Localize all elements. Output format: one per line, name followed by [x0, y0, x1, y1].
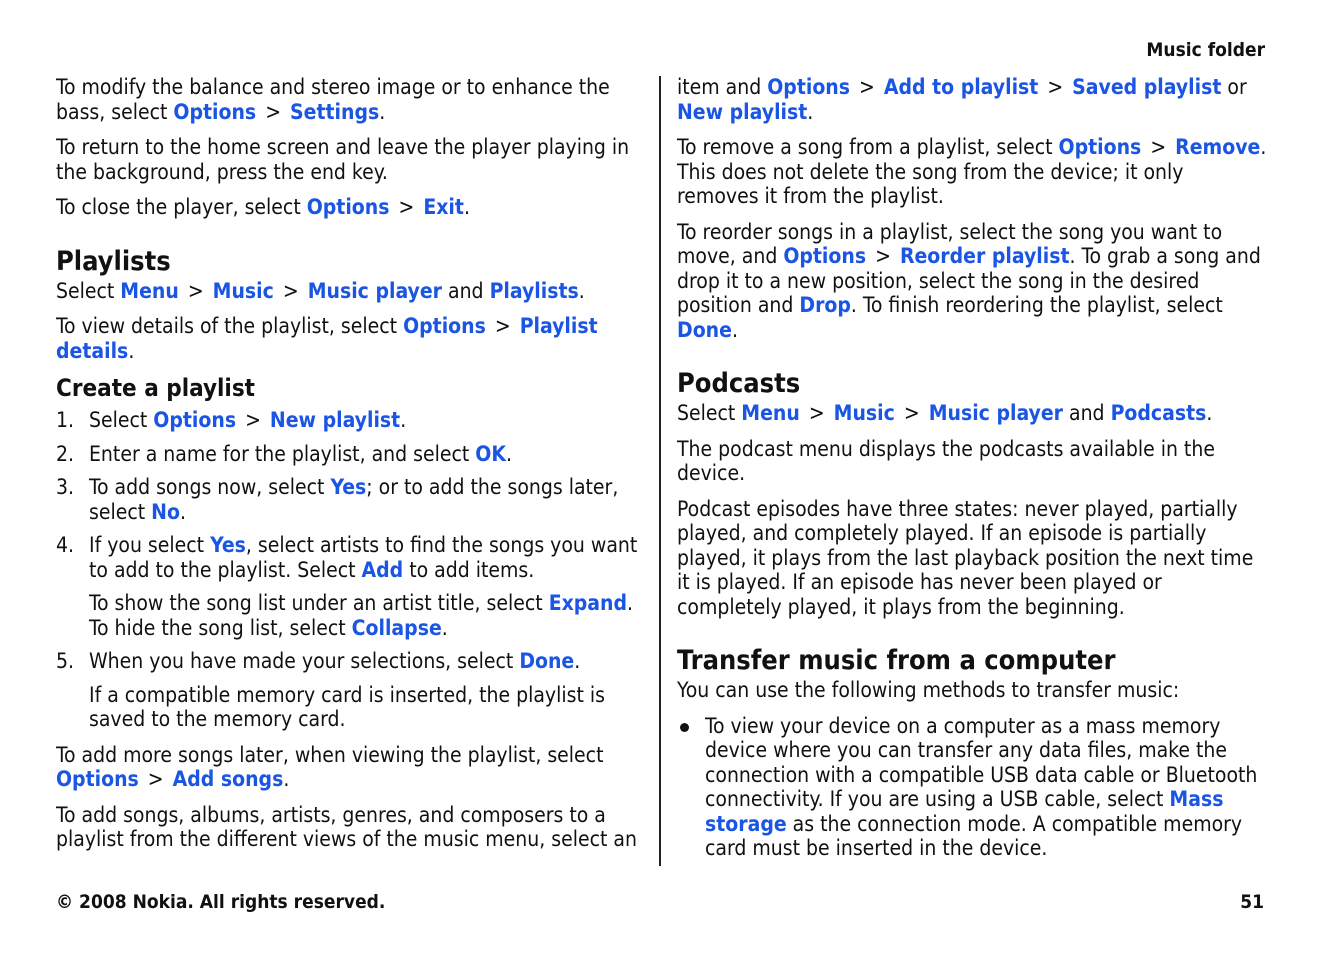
text: To reorder songs in a playlist, select the song you want to move, and	[677, 219, 1223, 268]
text: .	[578, 278, 585, 303]
paragraph-podcast-menu: The podcast menu displays the podcasts available in the device.	[677, 436, 1215, 485]
transfer-methods-list	[677, 714, 1267, 861]
add-link[interactable]: Add	[361, 557, 404, 582]
add-to-playlist-link[interactable]: Add to playlist	[883, 75, 1039, 99]
step-number: 4.	[56, 533, 75, 557]
paragraph-balance	[56, 75, 646, 124]
separator: >	[808, 401, 825, 425]
text: .	[379, 99, 386, 124]
paragraph-transfer-methods: You can use the following methods to transfer music:	[677, 678, 1180, 702]
text: .	[505, 441, 512, 466]
text: . To grab a song and drop it to a new position, select the song in the desired position and	[677, 244, 1261, 317]
new-playlist-link[interactable]: New playlist	[269, 408, 401, 432]
text: .	[283, 767, 290, 791]
text: If you select	[89, 533, 211, 557]
options-link[interactable]: Options	[403, 314, 486, 338]
list-item	[677, 714, 1267, 861]
bullet-icon	[680, 723, 689, 732]
yes-link[interactable]: Yes	[210, 533, 246, 557]
separator: >	[147, 767, 164, 791]
music-player-link[interactable]: Music player	[307, 278, 442, 303]
heading-create-playlist: Create a playlist	[56, 374, 255, 402]
text: .	[731, 317, 738, 342]
options-link[interactable]: Options	[153, 408, 237, 432]
text: as the connection mode. A compatible memory card must be inserted in the device.	[705, 811, 1243, 860]
list-item	[56, 408, 646, 433]
list-item	[56, 533, 646, 640]
separator: >	[398, 195, 415, 219]
text: To show the song list under an artist title, select	[89, 591, 549, 615]
no-link[interactable]: No	[151, 499, 180, 524]
reorder-playlist-link[interactable]: Reorder playlist	[899, 244, 1070, 268]
heading-playlists: Playlists	[56, 245, 171, 277]
text: Enter a name for the playlist, and select	[89, 441, 476, 466]
running-header: Music folder	[1146, 39, 1265, 61]
separator: >	[1150, 135, 1167, 159]
add-songs-link[interactable]: Add songs	[172, 767, 284, 791]
text: .	[128, 338, 135, 363]
text: To add songs now, select	[89, 475, 331, 499]
separator: >	[265, 99, 282, 124]
list-item	[56, 475, 646, 524]
text: Select	[56, 278, 121, 303]
text: to add items.	[403, 557, 535, 582]
exit-link[interactable]: Exit	[423, 195, 464, 219]
text: .	[574, 649, 581, 673]
separator: >	[903, 401, 920, 425]
separator: >	[282, 278, 299, 303]
text: To close the player, select	[56, 195, 307, 219]
text: To add more songs later, when viewing the playlist, select	[56, 742, 604, 767]
separator: >	[875, 244, 891, 268]
settings-link[interactable]: Settings	[290, 99, 380, 124]
remove-link[interactable]: Remove	[1175, 135, 1261, 159]
list-item	[56, 649, 646, 732]
separator: >	[494, 314, 511, 338]
saved-playlist-link[interactable]: Saved playlist	[1072, 75, 1222, 99]
paragraph-home-screen: To return to the home screen and leave the player playing in the background, press the end key.	[56, 135, 630, 184]
paragraph-playlist-details	[56, 314, 646, 363]
paragraph-podcast-states: Podcast episodes have three states: never played, partially played, and completely played. If an episode is partially played, it plays from the last playback position the next time it is played. If an episode has never been played or completely played, it plays from the beginning.	[677, 496, 1254, 619]
done-link[interactable]: Done	[519, 649, 575, 673]
text: item and	[677, 75, 768, 99]
text: To remove a song from a playlist, select	[677, 135, 1059, 159]
left-column	[56, 75, 646, 863]
separator: >	[859, 75, 875, 99]
step-note	[89, 591, 646, 640]
page-number: 51	[1240, 891, 1264, 913]
create-playlist-steps	[56, 408, 646, 732]
paragraph-add-songs	[56, 743, 646, 792]
separator: >	[1047, 75, 1064, 99]
options-link[interactable]: Options	[173, 99, 257, 124]
step-number: 2.	[56, 441, 75, 466]
text: and	[1063, 401, 1111, 425]
step-number: 5.	[56, 649, 75, 673]
music-player-link[interactable]: Music player	[928, 401, 1063, 425]
drop-link[interactable]: Drop	[799, 293, 851, 317]
text: .	[463, 195, 470, 219]
mass-storage-link[interactable]: Mass storage	[705, 787, 1224, 836]
ok-link[interactable]: OK	[475, 441, 506, 466]
music-link[interactable]: Music	[212, 278, 274, 303]
text: To view details of the playlist, select	[56, 314, 404, 338]
expand-link[interactable]: Expand	[548, 591, 628, 615]
text: or	[1221, 75, 1247, 99]
column-divider	[659, 76, 661, 866]
options-link[interactable]: Options	[56, 767, 139, 791]
heading-transfer-music: Transfer music from a computer	[677, 645, 1116, 676]
text: .	[441, 615, 448, 640]
copyright-notice: © 2008 Nokia. All rights reserved.	[56, 891, 386, 913]
heading-podcasts: Podcasts	[677, 368, 801, 399]
paragraph-select-podcasts	[677, 401, 1267, 426]
text: .	[1206, 401, 1213, 425]
playlists-link[interactable]: Playlists	[489, 278, 579, 303]
text: .	[400, 408, 407, 432]
text: .	[179, 499, 186, 524]
text: .	[807, 99, 814, 124]
text: and	[442, 278, 490, 303]
step-number: 1.	[56, 408, 75, 432]
done-link[interactable]: Done	[677, 317, 732, 342]
text: To view your device on a computer as a mass memory device where you can transfer any data files, make the connection with a compatible USB data cable or Bluetooth connectivity. If you are using a USB cable, select	[705, 713, 1258, 811]
music-link[interactable]: Music	[833, 401, 895, 425]
podcasts-link[interactable]: Podcasts	[1110, 401, 1207, 425]
text: . To hide the song list, select	[89, 591, 634, 640]
step-number: 3.	[56, 475, 75, 499]
list-item	[56, 442, 646, 467]
text: . This does not delete the song from the device; it only removes it from the playlist.	[677, 135, 1267, 208]
separator: >	[187, 278, 204, 303]
new-playlist-link[interactable]: New playlist	[677, 99, 808, 124]
options-link[interactable]: Options	[767, 75, 851, 99]
text: , select artists to find the songs you want to add to the playlist. Select	[89, 533, 638, 582]
paragraph-select-playlists	[56, 279, 646, 304]
options-link[interactable]: Options	[783, 244, 867, 268]
text: When you have made your selections, select	[89, 649, 520, 673]
playlist-details-link[interactable]: Playlist details	[56, 314, 598, 363]
paragraph-add-from-views: To add songs, albums, artists, genres, and composers to a playlist from the different views of the music menu, select an	[56, 802, 637, 851]
separator: >	[245, 408, 261, 432]
text: ; or to add the songs later, select	[89, 475, 619, 524]
yes-link[interactable]: Yes	[330, 475, 367, 499]
options-link[interactable]: Options	[306, 195, 390, 219]
text: . To finish reordering the playlist, select	[850, 293, 1223, 317]
paragraph-close-player	[56, 195, 646, 220]
step-note: If a compatible memory card is inserted, the playlist is saved to the memory card.	[89, 682, 605, 731]
text: Select	[677, 401, 742, 425]
paragraph-remove-song	[677, 135, 1267, 209]
right-column	[677, 75, 1267, 861]
collapse-link[interactable]: Collapse	[351, 615, 442, 640]
options-link[interactable]: Options	[1058, 135, 1142, 159]
text: To modify the balance and stereo image or to enhance the bass, select	[56, 75, 610, 124]
text: Select	[89, 408, 154, 432]
paragraph-reorder	[677, 220, 1267, 343]
paragraph-add-to-playlist	[677, 75, 1267, 124]
menu-link[interactable]: Menu	[120, 278, 179, 303]
menu-link[interactable]: Menu	[741, 401, 800, 425]
